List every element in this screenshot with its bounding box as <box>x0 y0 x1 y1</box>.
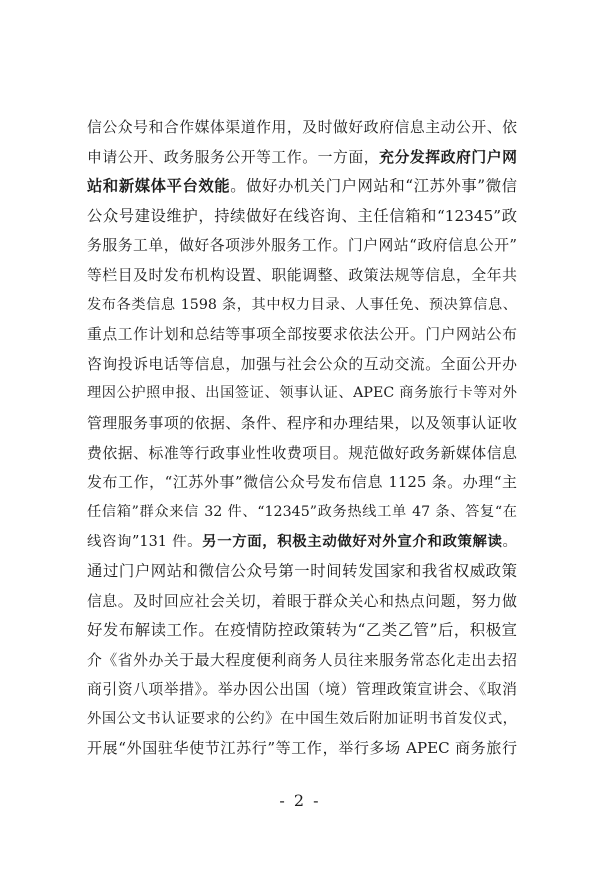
text-segment: 等栏目及时发布机构设置、职能调整、政策法规等信息，全年共 <box>87 266 517 284</box>
text-segment: 管理服务事项的依据、条件、程序和办理结果，以及领事认证收 <box>87 414 517 432</box>
text-segment: 开展“外国驻华使节江苏行”等工作，举行多场 APEC 商务旅行 <box>87 739 517 758</box>
text-line <box>87 202 517 232</box>
text-segment: 重点工作计划和总结等事项全部按要求依法公开。门户网站公布 <box>87 326 517 344</box>
text-line <box>87 587 517 617</box>
page-number: - 2 - <box>279 791 321 810</box>
text-segment: 介《省外办关于最大程度便利商务人员往来服务常态化走出去招 <box>87 651 517 669</box>
text-line <box>87 409 517 439</box>
text-line <box>87 616 517 646</box>
text-line <box>87 143 517 173</box>
text-line <box>87 527 517 557</box>
text-line <box>87 320 517 350</box>
text-line <box>87 261 517 291</box>
text-line <box>87 291 517 321</box>
text-segment: 费依据、标准等行政事业性收费项目。规范做好政务新媒体信息 <box>87 444 517 462</box>
text-segment: 公众号建设维护，持续做好在线咨询、主任信箱和“12345”政 <box>87 206 517 225</box>
text-segment: 任信箱”群众来信 32 件、“12345”政务热线工单 47 条、答复“在 <box>87 503 517 520</box>
text-segment: 。 <box>502 534 517 551</box>
text-line <box>87 231 517 261</box>
text-line <box>87 675 517 705</box>
text-segment: 信息。及时回应社会关切，着眼于群众关心和热点问题，努力做 <box>87 592 517 610</box>
text-line <box>87 705 517 735</box>
text-line <box>87 468 517 498</box>
text-segment: 发布各类信息 1598 条，其中权力目录、人事任免、预决算信息、 <box>87 296 517 313</box>
text-segment: 发布工作，“江苏外事”微信公众号发布信息 1125 条。办理“主 <box>87 473 517 492</box>
text-segment: 务服务工单，做好各项涉外服务工作。门户网站“政府信息公开” <box>87 237 517 255</box>
text-line <box>87 439 517 469</box>
text-segment: 咨询投诉电话等信息，加强与社会公众的互动交流。全面公开办 <box>87 355 517 373</box>
text-segment: 线咨询”131 件。 <box>87 534 203 551</box>
bold-text-segment: 另一方面，积极主动做好对外宣介和政策解读 <box>202 533 503 551</box>
text-line <box>87 498 517 528</box>
text-line <box>87 172 517 202</box>
text-segment: 商引资八项举措》。举办因公出国（境）管理政策宣讲会、《取消 <box>87 681 517 699</box>
text-line <box>87 557 517 587</box>
text-line <box>87 350 517 380</box>
text-segment: 理因公护照申报、出国签证、领事认证、APEC 商务旅行卡等对外 <box>87 385 517 402</box>
text-segment: 申请公开、政务服务公开等工作。一方面， <box>87 148 380 166</box>
text-line <box>87 646 517 676</box>
bold-text-segment: 充分发挥政府门户网 <box>379 148 517 166</box>
text-segment: 好发布解读工作。在疫情防控政策转为“乙类乙管”后，积极宣 <box>87 621 517 640</box>
body-text <box>87 113 517 764</box>
text-line <box>87 113 517 143</box>
bold-text-segment: 站和新媒体平台效能 <box>87 177 231 196</box>
text-segment: 外国公文书认证要求的公约》在中国生效后附加证明书首发仪式， <box>87 710 517 727</box>
text-segment: 通过门户网站和微信公众号第一时间转发国家和我省权威政策 <box>87 561 517 580</box>
text-segment: 。做好办机关门户网站和“江苏外事”微信 <box>230 177 517 196</box>
text-line <box>87 379 517 409</box>
text-line <box>87 734 517 764</box>
text-segment: 信公众号和合作媒体渠道作用，及时做好政府信息主动公开、依 <box>87 119 517 136</box>
